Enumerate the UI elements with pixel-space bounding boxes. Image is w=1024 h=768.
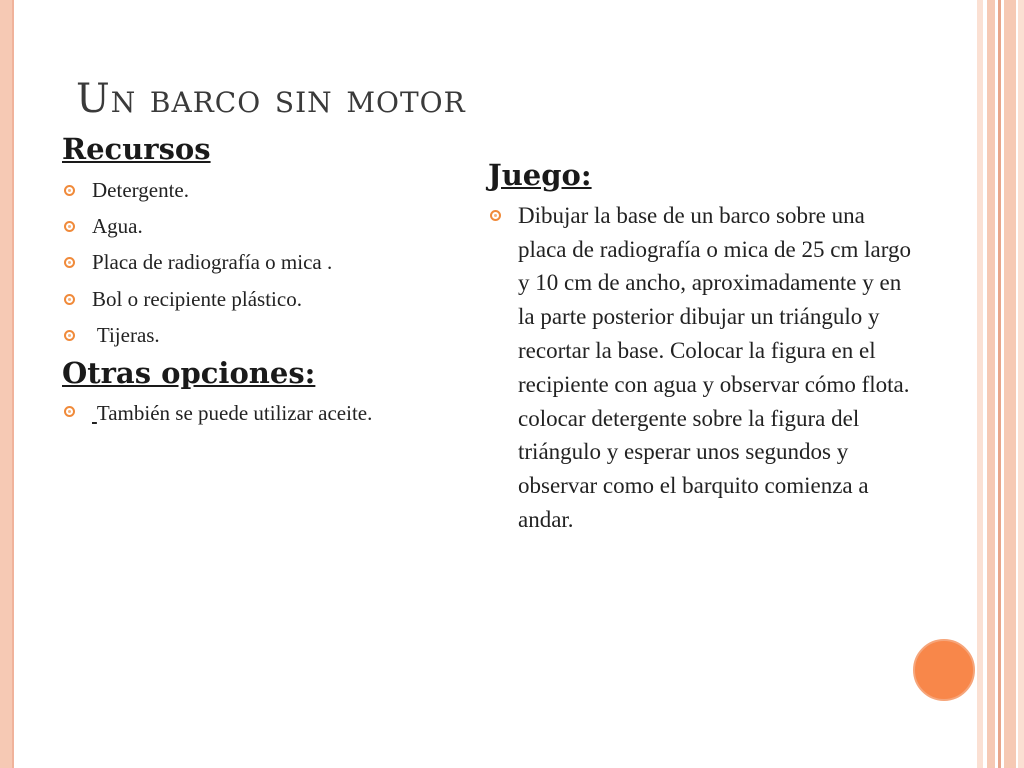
otras-opciones-text	[62, 397, 462, 430]
recursos-heading: Recursos	[62, 132, 211, 166]
list-item-text: Placa de radiografía o mica .	[92, 250, 333, 275]
list-item	[62, 249, 462, 275]
otras-opciones-heading: Otras opciones:	[62, 356, 316, 391]
list-item	[488, 199, 918, 537]
right-stripe	[977, 0, 983, 768]
juego-heading: Juego:	[488, 158, 592, 192]
juego-text: Dibujar la base de un barco sobre una placa de radiografía o mica de 25 cm largo y 10 cm de ancho, aproximadamente y en la parte posterior dibujar un triángulo y recortar la base. Colocar la figura en el recipiente con agua y observar cómo flota. colocar detergente sobre la figura del triángulo y esperar unos segundos y observar como el barquito comienza a andar.	[518, 202, 911, 532]
orange-circle-decor	[913, 639, 975, 701]
right-stripe	[1018, 0, 1024, 768]
list-item	[62, 286, 462, 312]
list-item-text: Bol o recipiente plástico.	[92, 286, 302, 311]
list-item	[62, 322, 462, 348]
right-column	[488, 158, 918, 537]
right-decor-stripes	[974, 0, 1024, 768]
bullet-icon	[64, 330, 75, 341]
bullet-icon	[64, 294, 75, 305]
list-item-text: Detergente.	[92, 177, 189, 202]
bullet-icon	[64, 406, 75, 417]
bullet-icon	[490, 210, 501, 221]
juego-list	[488, 199, 918, 537]
left-decor-stripe-inner	[12, 0, 14, 768]
bullet-icon	[64, 185, 75, 196]
right-stripe	[987, 0, 995, 768]
list-item-text: Agua.	[92, 214, 143, 239]
left-column	[62, 132, 462, 429]
right-stripe	[1004, 0, 1016, 768]
list-item	[62, 213, 462, 239]
slide-title: Un barco sin motor	[76, 76, 466, 122]
right-stripe	[998, 0, 1001, 768]
list-item	[62, 177, 462, 203]
recursos-list	[62, 177, 462, 348]
otras-text-body: También se puede utilizar aceite.	[96, 400, 373, 425]
bullet-icon	[64, 221, 75, 232]
list-item-text: Tijeras.	[92, 322, 160, 347]
bullet-icon	[64, 257, 75, 268]
